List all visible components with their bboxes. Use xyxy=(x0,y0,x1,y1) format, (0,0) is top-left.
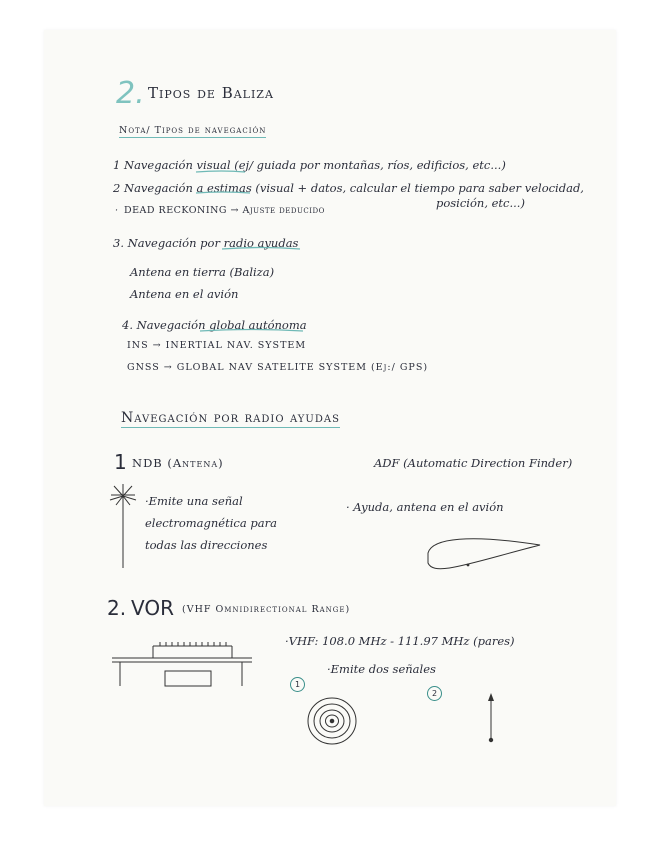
radio-section-heading: 3. Navegación por radio ayudas xyxy=(113,236,299,250)
nav-type-2-cont: posición, etc...) xyxy=(436,196,525,210)
ndb-title: NDB (Antena) xyxy=(132,456,224,470)
vor-subtitle: (VHF Omnidirectional Range) xyxy=(182,604,351,615)
direction-arrow-icon xyxy=(488,693,494,742)
vor-station-icon xyxy=(112,642,252,686)
radio-item-1: Antena en tierra (Baliza) xyxy=(130,265,275,279)
global-section-heading: 4. Navegación global autónoma xyxy=(122,318,307,332)
ndb-desc-2: electromagnética para xyxy=(145,516,277,530)
underline-radio xyxy=(222,248,300,250)
underline-global xyxy=(200,330,303,332)
adf-teardrop-icon xyxy=(428,539,540,569)
ndb-number: 1 xyxy=(114,450,127,474)
section-heading: Navegación por radio ayudas xyxy=(121,410,340,426)
global-item-2: GNSS → GLOBAL NAV SATELITE SYSTEM (Ej:/ GPS) xyxy=(127,362,429,373)
concentric-signal-icon xyxy=(308,698,356,744)
page-title: Tipos de Baliza xyxy=(148,84,274,102)
vor-title: VOR xyxy=(131,596,174,620)
nav-type-marker-2: 2 xyxy=(113,181,121,195)
ndb-desc-1: ·Emite una señal xyxy=(145,494,243,508)
adf-desc: · Ayuda, antena en el avión xyxy=(346,500,504,514)
title-number: 2. xyxy=(116,76,145,111)
underline-estimas xyxy=(196,192,250,193)
nav-type-1: Navegación visual (ej/ guiada por montañas, ríos, edificios, etc...) xyxy=(124,158,506,172)
vor-frequency: ·VHF: 108.0 MHz - 111.97 MHz (pares) xyxy=(285,634,515,648)
ndb-antenna-icon xyxy=(110,484,136,568)
signal-2-marker: 2 xyxy=(427,686,442,701)
adf-title: ADF (Automatic Direction Finder) xyxy=(374,456,573,470)
nav-type-2: Navegación a estimas (visual + datos, calcular el tiempo para saber velocidad, xyxy=(124,181,584,195)
notes-heading: Nota/ Tipos de navegación xyxy=(119,125,267,136)
vor-number: 2. xyxy=(107,596,127,620)
nav-type-marker-1: 1 xyxy=(113,158,121,172)
nav-type-3: DEAD RECKONING → Ajuste deducido xyxy=(124,205,325,216)
vor-signals: ·Emite dos señales xyxy=(327,662,436,676)
underline-visual xyxy=(196,171,245,172)
radio-item-2: Antena en el avión xyxy=(130,287,239,301)
nav-type-marker-3: · xyxy=(115,205,119,216)
global-item-1: INS → INERTIAL NAV. SYSTEM xyxy=(127,340,307,351)
ndb-desc-3: todas las direcciones xyxy=(145,538,268,552)
signal-1-marker: 1 xyxy=(290,677,305,692)
